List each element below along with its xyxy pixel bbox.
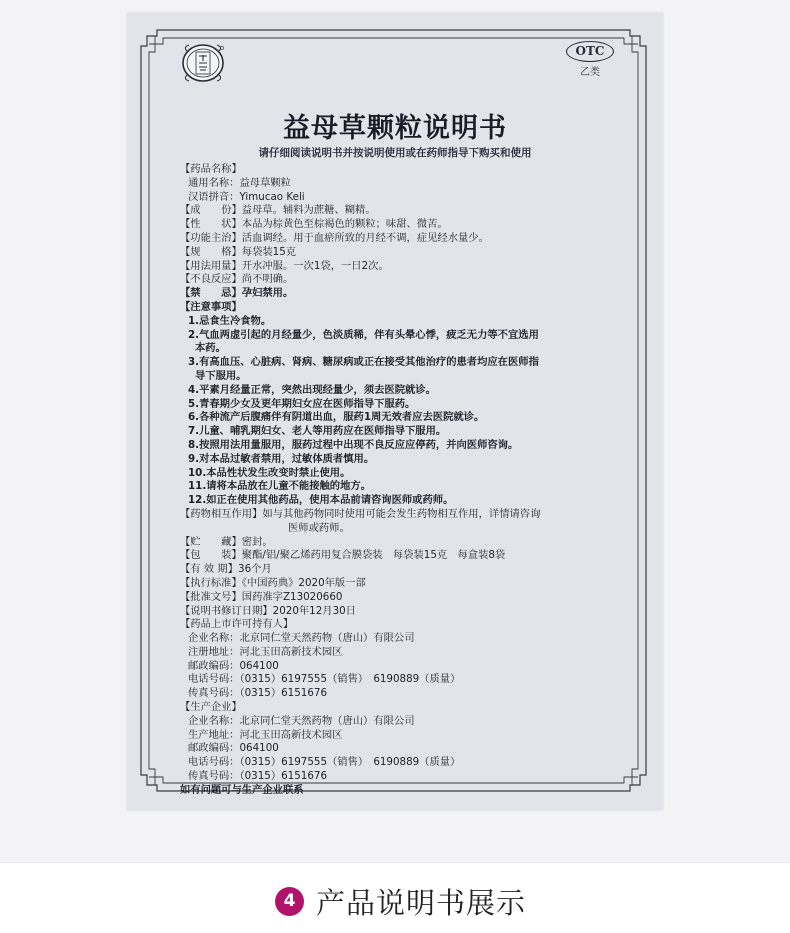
packaging: 【包 装】聚酯/铝/聚乙烯药用复合膜袋装 每袋装15克 每盒装8袋 xyxy=(180,549,506,562)
precaution-item: 12.如正在使用其他药品，使用本品前请咨询医师或药师。 xyxy=(188,494,454,507)
indications: 【功能主治】活血调经。用于血瘀所致的月经不调，症见经水量少。 xyxy=(180,231,489,244)
precaution-item: 11.请将本品放在儿童不能接触的地方。 xyxy=(188,480,371,493)
holder-fax: 传真号码：（0315）6151676 xyxy=(188,687,327,700)
section-manufacturer: 【生产企业】 xyxy=(180,701,242,714)
precaution-item: 7.儿童、哺乳期妇女、老人等用药应在医师指导下服用。 xyxy=(188,425,447,438)
holder-address: 注册地址：河北玉田高新技术园区 xyxy=(188,645,343,658)
adverse-reactions: 【不良反应】尚不明确。 xyxy=(180,273,294,286)
section-license-holder: 【药品上市许可持有人】 xyxy=(180,618,294,631)
precaution-item-cont: 导下服用。 xyxy=(195,369,247,382)
contact-note: 如有问题可与生产企业联系 xyxy=(180,783,304,796)
maker-phone: 电话号码：（0315）6197555（销售） 6190889（质量） xyxy=(188,756,461,769)
storage: 【贮 藏】密封。 xyxy=(180,535,273,548)
drug-interactions: 【药物相互作用】如与其他药物同时使用可能会发生药物相互作用，详情请咨询 xyxy=(180,507,541,520)
precaution-item: 1.忌食生冷食物。 xyxy=(188,314,272,327)
tongrentang-seal-logo-icon xyxy=(181,43,225,83)
footer-divider xyxy=(0,862,790,863)
precaution-item: 6.各种流产后腹痛伴有阴道出血，服药1周无效者应去医院就诊。 xyxy=(188,411,485,424)
maker-company: 企业名称：北京同仁堂天然药物（唐山）有限公司 xyxy=(188,714,415,727)
instruction-content xyxy=(180,163,620,798)
precaution-item: 5.青春期少女及更年期妇女应在医师指导下服药。 xyxy=(188,397,416,410)
document-title: 益母草颗粒说明书 xyxy=(283,113,507,144)
precaution-item: 9.对本品过敏者禁用，过敏体质者慎用。 xyxy=(188,452,375,465)
standard: 【执行标准】《中国药典》2020年版一部 xyxy=(180,576,366,589)
maker-address: 生产地址：河北玉田高新技术园区 xyxy=(188,728,343,741)
shelf-life: 【有 效 期】36个月 xyxy=(180,563,272,576)
section-caption: 产品说明书展示 xyxy=(316,886,527,920)
generic-name: 通用名称：益母草颗粒 xyxy=(188,176,291,189)
maker-fax: 传真号码：（0315）6151676 xyxy=(188,770,327,783)
holder-postcode: 邮政编码：064100 xyxy=(188,659,279,672)
otc-class-label: 乙类 xyxy=(580,67,600,78)
pinyin-name: 汉语拼音：Yimucao Keli xyxy=(188,190,305,203)
dosage: 【用法用量】开水冲服。一次1袋，一日2次。 xyxy=(180,259,389,272)
precaution-item: 4.平素月经量正常，突然出现经量少，须去医院就诊。 xyxy=(188,383,436,396)
section-precautions: 【注意事项】 xyxy=(180,300,242,313)
holder-company: 企业名称：北京同仁堂天然药物（唐山）有限公司 xyxy=(188,632,415,645)
precaution-item: 2.气血两虚引起的月经量少，色淡质稀，伴有头晕心悸，疲乏无力等不宜选用 xyxy=(188,328,539,341)
precaution-item: 8.按照用法用量服用，服药过程中出现不良反应应停药，并向医师咨询。 xyxy=(188,438,519,451)
drug-interactions-cont: 医师或药师。 xyxy=(288,521,350,534)
section-drug-name: 【药品名称】 xyxy=(180,163,242,175)
precaution-item-cont: 本药。 xyxy=(195,342,226,355)
holder-phone: 电话号码：（0315）6197555（销售） 6190889（质量） xyxy=(188,673,461,686)
revision-date: 【说明书修订日期】2020年12月30日 xyxy=(180,604,356,617)
appearance: 【性 状】本品为棕黄色至棕褐色的颗粒；味甜、微苦。 xyxy=(180,218,448,231)
precaution-item: 3.有高血压、心脏病、肾病、糖尿病或正在接受其他治疗的患者均应在医师指 xyxy=(188,356,539,369)
maker-postcode: 邮政编码：064100 xyxy=(188,742,279,755)
specification: 【规 格】每袋装15克 xyxy=(180,245,297,258)
approval-number: 【批准文号】国药准字Z13020660 xyxy=(180,590,343,603)
otc-badge: OTC xyxy=(566,41,614,62)
contraindications: 【禁 忌】孕妇禁用。 xyxy=(180,287,294,300)
precaution-item: 10.本品性状发生改变时禁止使用。 xyxy=(188,466,351,479)
ingredients: 【成 份】益母草。辅料为蔗糖、糊精。 xyxy=(180,204,376,217)
document-subtitle: 请仔细阅读说明书并按说明使用或在药师指导下购买和使用 xyxy=(258,147,532,159)
step-number-badge: 4 xyxy=(275,887,304,916)
